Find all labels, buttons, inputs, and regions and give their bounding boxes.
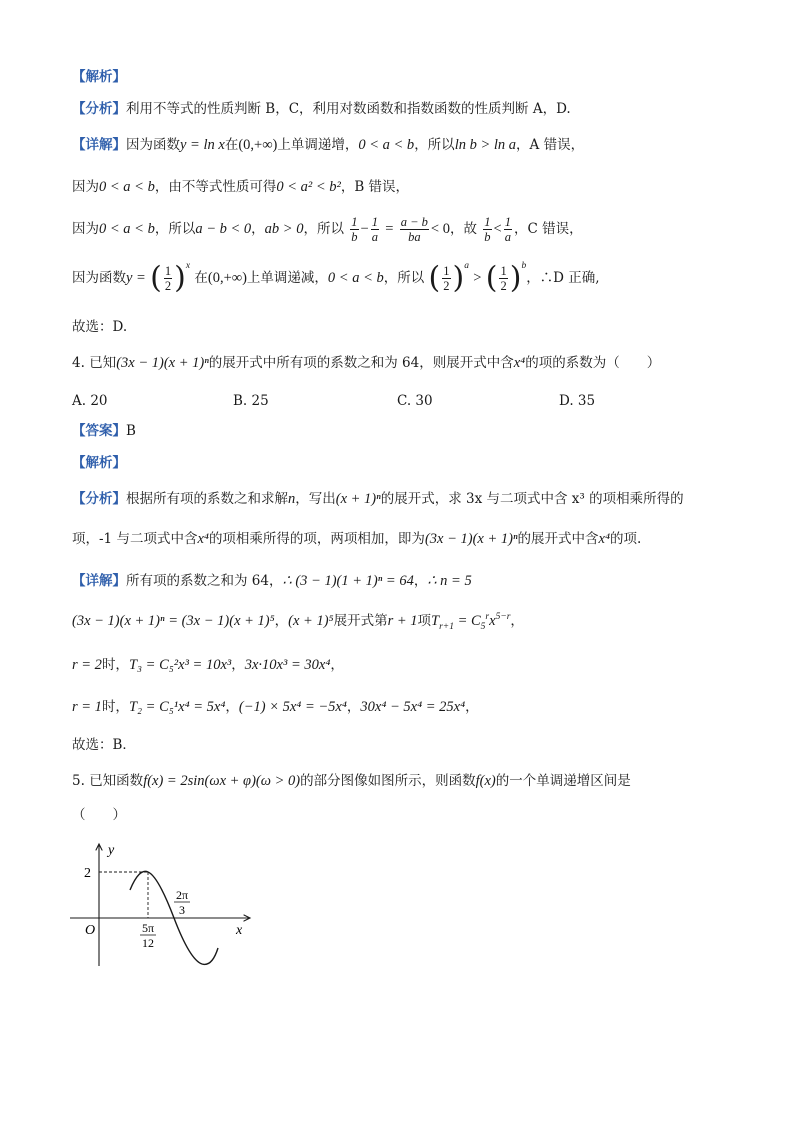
math-term: T₃ = C₅²x³ = 10x³ [128, 657, 232, 673]
text: 因为 [72, 179, 99, 195]
text: ， [465, 699, 479, 715]
text: ， [346, 699, 361, 715]
math-cond: 0 < a < b [358, 137, 415, 153]
fraction-half: $\frac{1}{2}$ [164, 264, 172, 293]
text: ， [330, 657, 344, 673]
s3-fenxi-line [72, 100, 571, 118]
text: 根据所有项的系数之和求解 [126, 491, 288, 507]
math-x4: x⁴ [513, 355, 526, 371]
origin-label: O [85, 923, 96, 938]
s3-choose [72, 318, 127, 336]
text: ，由不等式性质可得 [154, 179, 277, 195]
text: 项，-1 与二项式中含 [72, 531, 198, 547]
max-value-label: 2 [84, 866, 91, 881]
choose-answer: 故选：D. [72, 319, 128, 335]
answer-value: B [126, 423, 136, 439]
tick-2pi-3-den: 3 [179, 903, 185, 917]
math-cond: 0 < a < b [99, 179, 155, 195]
fraction-1-over-b: $\frac{1}{b}$ [484, 215, 491, 244]
option-c[interactable]: C. 30 [397, 393, 433, 409]
q4-stem [72, 354, 660, 372]
fenxi-tag: 【分析】 [72, 101, 126, 117]
text: ， [225, 699, 239, 715]
q4-fenxi-line-1 [72, 490, 684, 508]
text: 的部分图像如图所示，则函数 [300, 773, 476, 789]
option-a[interactable]: A. 20 [72, 393, 108, 409]
text: ，A 错误， [516, 137, 585, 153]
q4-detail-line-2 [72, 612, 524, 630]
q4-detail-line-4 [72, 698, 479, 716]
math-result: 0 < a² < b² [276, 179, 341, 195]
text: ，故 [449, 221, 477, 237]
s3-detail-line-1 [72, 136, 584, 154]
text: 已知函数 [89, 773, 144, 789]
math-x4: x⁴ [598, 531, 610, 547]
text: ， [251, 221, 265, 237]
text: 上单调递减， [246, 270, 328, 286]
xiangjie-tag: 【详解】 [72, 137, 126, 153]
text: ， [274, 613, 289, 629]
math-sum: 30x⁴ − 5x⁴ = 25x⁴ [360, 699, 466, 715]
math-equation: ∴ n = 5 [427, 573, 472, 589]
text: ， [510, 613, 524, 629]
text: ，B 错误， [340, 179, 410, 195]
math-x4: x⁴ [197, 531, 209, 547]
x-axis-label: x [236, 923, 243, 938]
text: 在 [194, 270, 208, 286]
question-number: 5. [72, 773, 85, 789]
text: ，∴D 正确, [526, 270, 600, 286]
s3-detail-line-2 [72, 178, 409, 196]
math-term: T₂ = C₅¹x⁴ = 5x⁴ [128, 699, 226, 715]
tick-2pi-3-num: 2π [175, 888, 189, 902]
jiexi-tag: 【解析】 [72, 69, 126, 85]
s3-jiexi-heading [72, 68, 126, 86]
text: 的项相乘所得的项，两项相加，即为 [208, 531, 425, 547]
math-product: (−1) × 5x⁴ = −5x⁴ [238, 699, 347, 715]
text: 的展开式中含 [517, 531, 599, 547]
math-expr: (x + 1)⁵ [288, 613, 334, 629]
q4-choose [72, 736, 136, 754]
math-r: r + 1 [387, 613, 418, 629]
answer-tag: 【答案】 [72, 423, 126, 439]
s3-detail-line-4: 因为函数y = ( $\frac{1}{2}$ )$^x$ 在(0,+∞)上单调递减，0 < a < b，所以 ( $\frac{1}{2}$ )$^a$ > ( $\frac{1}{2}$ )$^b$，∴D 正确, [72, 260, 600, 296]
sine-graph [64, 836, 264, 976]
answer-blank: （ ） [72, 807, 126, 823]
y-axis-label: y [108, 843, 115, 858]
math-result: ln b > ln a [454, 137, 517, 153]
fraction-1-over-a: $\frac{1}{a}$ [504, 215, 511, 244]
math-r: r = 2 [72, 657, 102, 673]
q4-answer [72, 422, 136, 440]
q4-fenxi-line-2 [72, 530, 641, 548]
text: ，C 错误， [513, 221, 583, 237]
option-b[interactable]: B. 25 [233, 393, 269, 409]
math-general-term: $T_{r+1} = C_5^rx^{5-r}$ [431, 612, 511, 632]
fraction-half: $\frac{1}{2}$ [500, 264, 507, 293]
text: 项 [417, 613, 432, 629]
question-number: 4. [72, 355, 85, 371]
text: 展开式第 [333, 613, 388, 629]
fraction-1-over-b: $\frac{1}{b}$ [351, 215, 358, 244]
text: 的展开式中所有项的系数之和为 64，则展开式中含 [208, 355, 514, 371]
xiangjie-tag: 【详解】 [72, 573, 126, 589]
text: ，所以 [154, 221, 196, 237]
math-fx: f(x) [475, 773, 496, 789]
math-r: r = 1 [72, 699, 102, 715]
option-d[interactable]: D. 35 [559, 393, 596, 409]
text: ，所以 [303, 221, 344, 237]
choose-answer: 故选：B． [72, 737, 136, 753]
fenxi-tag: 【分析】 [72, 491, 126, 507]
fraction-half: $\frac{1}{2}$ [443, 264, 450, 293]
math-product: 3x·10x³ = 30x⁴ [244, 657, 331, 673]
math-cond: 0 < a < b [99, 221, 155, 237]
tick-5pi-12-den: 12 [142, 936, 154, 950]
math-expr: (x + 1)ⁿ [335, 491, 381, 507]
text: 的一个单调递增区间是 [495, 773, 631, 789]
q4-detail-line-1 [72, 572, 472, 590]
math-product: ab > 0 [264, 221, 304, 237]
tick-5pi-12-num: 5π [141, 921, 155, 935]
text: 因为函数 [126, 137, 180, 153]
text: ， [231, 657, 245, 673]
math-interval: (0,+∞) [238, 137, 278, 153]
math-n: n [288, 491, 296, 507]
fraction-a-minus-b-over-ba: $\frac{a - b}{ba}$ [400, 215, 428, 244]
math-cond: 0 < a < b [327, 270, 384, 286]
jiexi-tag: 【解析】 [72, 455, 126, 471]
text: 的项的系数为（ ） [525, 355, 661, 371]
math-function: f(x) = 2sin(ωx + φ)(ω > 0) [143, 773, 301, 789]
less-than-zero: < 0 [430, 221, 450, 237]
text: ，所以 [414, 137, 455, 153]
text: ， [413, 573, 428, 589]
text: 在 [224, 137, 239, 153]
q4-detail-line-3 [72, 656, 344, 674]
text: 因为函数 [72, 270, 126, 286]
text: 已知 [89, 355, 117, 371]
s3-detail-line-3: 因为0 < a < b，所以a − b < 0，ab > 0，所以 $\frac{1}{b}$ − $\frac{1}{a}$ = $\frac{a - b}{ba}$ < 0，故 $\frac{1}{b}$ < $\frac{1}{a}$ ，C 错误， [72, 215, 583, 244]
math-diff: a − b < 0 [195, 221, 252, 237]
q5-stem [72, 772, 631, 790]
text: ，写出 [295, 491, 336, 507]
text: ，所以 [383, 270, 425, 286]
text: 的项. [610, 531, 642, 547]
math-fn: y = [126, 270, 146, 286]
fenxi-text: 利用不等式的性质判断 B，C，利用对数函数和指数函数的性质判断 A，D. [126, 101, 571, 117]
math-equation: ∴ (3 − 1)(1 + 1)ⁿ = 64 [282, 573, 414, 589]
equals: = [385, 221, 394, 237]
text: 时， [101, 699, 129, 715]
q5-paren [72, 806, 126, 824]
math-equation: (3x − 1)(x + 1)ⁿ = (3x − 1)(x + 1)⁵ [72, 613, 275, 629]
term-symbol: T [431, 613, 440, 629]
text: 上单调递增， [277, 137, 359, 153]
math-interval: (0,+∞) [207, 270, 247, 286]
text: 所有项的系数之和为 64， [126, 573, 283, 589]
math-fn: y = ln x [180, 137, 225, 153]
math-expr: (3x − 1)(x + 1)ⁿ [116, 355, 209, 371]
text: 因为 [72, 221, 99, 237]
math-expr: (3x − 1)(x + 1)ⁿ [424, 531, 518, 547]
fraction-1-over-a: $\frac{1}{a}$ [371, 215, 378, 244]
text: 的展开式，求 3x 与二项式中含 x³ 的项相乘所得的 [380, 491, 684, 507]
text: 时， [101, 657, 129, 673]
q4-jiexi-heading [72, 454, 126, 472]
